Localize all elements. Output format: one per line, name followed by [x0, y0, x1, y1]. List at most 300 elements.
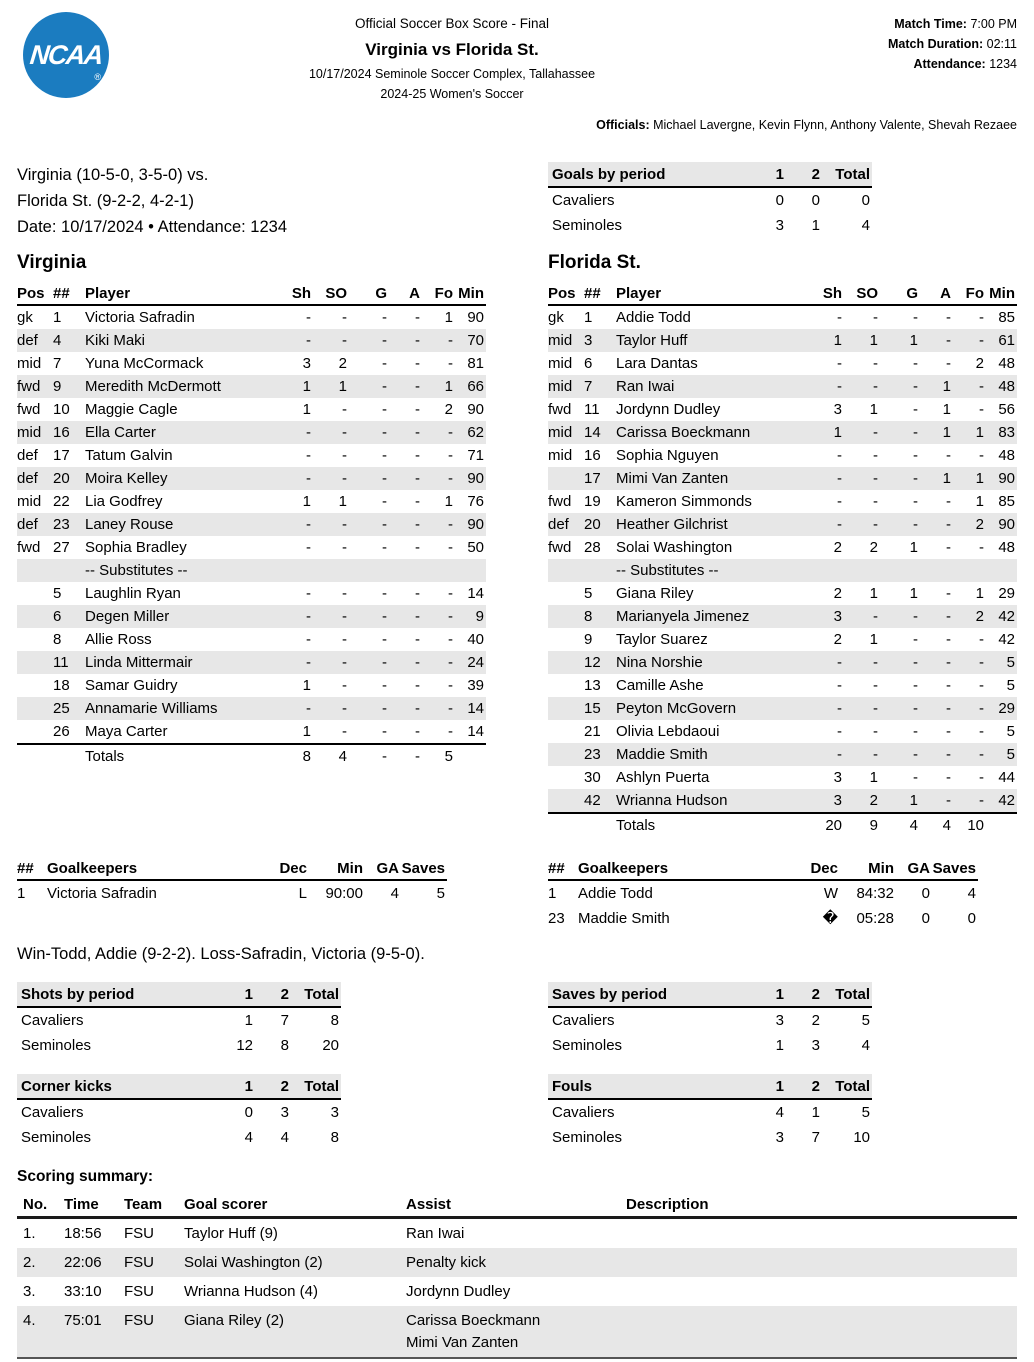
cell-stat: - [946, 769, 951, 787]
cell-stat: 50 [467, 539, 484, 557]
cell-stat: 1 [942, 401, 951, 419]
cell-goal-assist [406, 1248, 626, 1277]
cell-num: 23 [584, 743, 616, 766]
goal-row [17, 1306, 1017, 1358]
saves-by-period-wrap [548, 966, 1017, 1058]
cell-stat: - [946, 539, 951, 557]
player-row [548, 743, 1017, 766]
cell-goal-scorer: Taylor Huff (9) [184, 1225, 278, 1243]
cell-stat: - [806, 375, 844, 398]
cell-stat: 1 [880, 329, 920, 352]
cell-stat: - [349, 744, 389, 768]
cell-stat: 48 [998, 355, 1015, 373]
assist-line: Ran Iwai [406, 1225, 465, 1243]
gk-col-header: GA [365, 853, 401, 880]
cell-stat [986, 813, 1017, 837]
cell-num: 9 [53, 375, 85, 398]
gk-col-header: GA [896, 853, 932, 880]
cell-num: 6 [53, 605, 85, 628]
cell-pos: mid [17, 355, 42, 373]
cell-num: 17 [53, 447, 70, 465]
cell-player-name: Heather Gilchrist [616, 513, 806, 536]
cell-pos: def [17, 513, 53, 536]
cell-period-value: 8 [330, 1012, 339, 1030]
cell-stat: - [920, 651, 953, 674]
gk-header-row [548, 853, 978, 880]
cell-stat: - [306, 447, 311, 465]
cell-stat: - [415, 401, 420, 419]
cell-stat: 1 [880, 789, 920, 813]
match-time-row [737, 14, 1017, 34]
cell-num: 25 [53, 697, 85, 720]
cell-stat: 1 [920, 467, 953, 490]
cell-goal-no: 2. [17, 1248, 64, 1277]
cell-stat: - [389, 697, 422, 720]
player-row [548, 766, 1017, 789]
cell-stat: - [389, 467, 422, 490]
cell-num: 5 [53, 585, 62, 603]
attendance-label: Attendance: [913, 57, 986, 71]
gk-col-header: Min [309, 853, 365, 880]
cell-num: 26 [53, 723, 70, 741]
period-col-header: Total [822, 982, 872, 1007]
cell-period-value: 7 [280, 1012, 289, 1030]
cell-player-name: Degen Miller [85, 605, 275, 628]
date-attendance-line: Date: 10/17/2024 • Attendance: 1234 [17, 218, 287, 237]
cell-pos: fwd [548, 539, 572, 557]
cell-num: 21 [584, 723, 601, 741]
cell-period-value: 20 [322, 1037, 339, 1055]
cell-stat: - [313, 651, 349, 674]
cell-stat: - [448, 447, 453, 465]
cell-num: 1 [584, 309, 593, 327]
cell-period-value: 2 [811, 1012, 820, 1030]
cell-stat: - [313, 605, 349, 628]
match-duration-label: Match Duration: [888, 37, 984, 51]
cell-stat: - [837, 355, 842, 373]
team-a-record: Virginia (10-5-0, 3-5-0) vs. [17, 166, 209, 185]
cell-goal-description [626, 1248, 1017, 1277]
cell-stat: 2 [833, 585, 842, 603]
cell-num: 1 [53, 309, 62, 327]
cell-stat: - [873, 493, 878, 511]
cell-stat: - [946, 723, 951, 741]
gk-col-header: Dec [790, 853, 840, 880]
cell-stat: - [415, 447, 420, 465]
cell-num: 23 [548, 910, 565, 928]
cell-stat: - [979, 677, 984, 695]
cell-stat: 2 [833, 631, 842, 649]
cell-stat: - [415, 723, 420, 741]
cell-stat: - [920, 513, 953, 536]
floridast-section [548, 240, 1017, 837]
cell-stat: - [946, 631, 951, 649]
gk-col-header: ## [17, 853, 47, 880]
attendance-value: 1234 [989, 57, 1017, 71]
gk-col-header: Saves [932, 853, 978, 880]
registered-mark-icon: ® [94, 72, 101, 82]
cell-stat: 83 [986, 421, 1017, 444]
cell-stat: - [806, 467, 844, 490]
cell-stat: - [844, 421, 880, 444]
player-row [17, 444, 486, 467]
cell-stat: 71 [467, 447, 484, 465]
period-stat-row [548, 1033, 872, 1058]
cell-stat: - [382, 723, 387, 741]
cell-stat: - [275, 513, 313, 536]
virginia-goalkeepers-table [17, 853, 447, 906]
cell-stat: 5 [422, 744, 455, 768]
cell-stat: - [342, 677, 347, 695]
box-col-header: ## [53, 278, 85, 305]
cell-player-name: Allie Ross [85, 631, 152, 649]
cell-num: 13 [584, 677, 601, 695]
cell-stat: 1 [909, 539, 918, 557]
cell-stat: 44 [998, 769, 1015, 787]
player-row [548, 421, 1017, 444]
cell-pos [17, 651, 53, 674]
player-row [17, 305, 486, 329]
cell-stat: 1 [909, 585, 918, 603]
period-col-header: Total [291, 982, 341, 1007]
cell-stat: - [946, 309, 951, 327]
virginia-section [17, 240, 486, 837]
box-col-header: Min [455, 278, 486, 305]
cell-stat: 1 [313, 375, 349, 398]
cell-player-name: Sophia Bradley [85, 539, 187, 557]
cell-stat: 4 [880, 813, 920, 837]
period-stat-row [548, 1007, 872, 1033]
player-row [17, 513, 486, 536]
cell-pos [17, 628, 53, 651]
assist-line: Jordynn Dudley [406, 1283, 511, 1301]
cell-player-name: Lara Dantas [616, 355, 698, 373]
cell-period-value: 1 [244, 1012, 253, 1030]
cell-stat: 1 [869, 585, 878, 603]
win-loss-line: Win-Todd, Addie (9-2-2). Loss-Safradin, Victoria (9-5-0). [17, 945, 425, 964]
cell-team-label: Cavaliers [21, 1104, 84, 1122]
period-stat-row [17, 1007, 341, 1033]
player-row [17, 651, 486, 674]
cell-pos [548, 766, 584, 789]
virginia-goalkeepers-wrap [17, 837, 486, 931]
cell-pos: def [548, 513, 584, 536]
cell-num [584, 813, 616, 837]
cell-stat: 1 [920, 421, 953, 444]
summary-col-header: Assist [406, 1192, 626, 1218]
cell-stat: - [953, 743, 986, 766]
player-row [548, 674, 1017, 697]
cell-team-label: Seminoles [552, 217, 623, 235]
cell-stat: - [342, 723, 347, 741]
cell-pos [548, 697, 584, 720]
cell-stat: - [946, 355, 951, 373]
cell-period-value: 0 [861, 192, 870, 210]
gk-col-header: Saves [401, 853, 447, 880]
period-header-row [548, 162, 872, 187]
cell-stat: - [415, 585, 420, 603]
cell-goal-time: 18:56 [64, 1225, 102, 1243]
gk-col-header: Dec [259, 853, 309, 880]
summary-col-header: Time [64, 1192, 124, 1218]
cell-stat: 1 [869, 769, 878, 787]
goalkeeper-row [548, 906, 978, 931]
period-col-header: 2 [255, 982, 291, 1007]
cell-stat: 42 [998, 631, 1015, 649]
player-row [17, 582, 486, 605]
player-row [548, 444, 1017, 467]
cell-stat: - [415, 355, 420, 373]
goal-row [17, 1218, 1017, 1249]
cell-stat: 3 [302, 355, 311, 373]
cell-stat: - [979, 769, 984, 787]
cell-pos [548, 582, 584, 605]
cell-pos: mid [548, 355, 573, 373]
cell-stat: - [880, 651, 920, 674]
box-col-header: G [349, 278, 389, 305]
cell-stat: 81 [467, 355, 484, 373]
period-col-header: 1 [740, 162, 786, 187]
cell-stat: 90 [467, 401, 484, 419]
cell-period-value: 12 [236, 1037, 253, 1055]
cell-stat: 1 [302, 723, 311, 741]
cell-player-name: Maya Carter [85, 723, 168, 741]
summary-col-header: Goal scorer [184, 1192, 406, 1218]
summary-col-header: Description [626, 1192, 1017, 1218]
totals-row [17, 744, 486, 768]
cell-period-value: 3 [775, 1129, 784, 1147]
cell-pos [17, 582, 53, 605]
cell-stat: 1 [302, 493, 311, 511]
cell-num: 11 [53, 651, 85, 674]
box-col-header: A [920, 278, 953, 305]
matchup-title: Virginia vs Florida St. [365, 39, 539, 59]
cell-period-value: 3 [811, 1037, 820, 1055]
cell-player-name: Mimi Van Zanten [616, 467, 806, 490]
cell-player-name: Annamarie Williams [85, 697, 275, 720]
cell-num: 4 [53, 329, 85, 352]
cell-stat: - [422, 467, 455, 490]
cell-goal-assist [406, 1277, 626, 1306]
cell-num: 7 [584, 375, 616, 398]
cell-player-name: Nina Norshie [616, 651, 806, 674]
cell-goal-scorer: Wrianna Hudson (4) [184, 1283, 318, 1301]
cell-stat: 1 [953, 467, 986, 490]
goal-row [17, 1248, 1017, 1277]
match-info [737, 10, 1017, 74]
cell-stat: 85 [998, 309, 1015, 327]
season-line: 2024-25 Women's Soccer [380, 86, 524, 101]
cell-stat: 90 [455, 513, 486, 536]
cell-stat: - [920, 329, 953, 352]
cell-player-name: Kameron Simmonds [616, 493, 752, 511]
cell-stat: - [946, 677, 951, 695]
cell-period-value: 1 [811, 1104, 820, 1122]
cell-stat: - [844, 605, 880, 628]
cell-num: 11 [584, 401, 600, 419]
box-col-header: G [880, 278, 920, 305]
cell-goal-assist [406, 1218, 626, 1249]
cell-player-name: Victoria Safradin [85, 309, 195, 327]
cell-player-name: Samar Guidry [85, 677, 178, 695]
cell-period-value: 3 [775, 217, 784, 235]
player-row [548, 352, 1017, 375]
cell-stat: 9 [844, 813, 880, 837]
cell-stat: - [382, 539, 387, 557]
cell-pos [548, 720, 584, 743]
cell-stat: - [844, 375, 880, 398]
cell-num: 16 [53, 421, 85, 444]
cell-stat: - [382, 631, 387, 649]
cell-stat: - [844, 513, 880, 536]
player-row [17, 352, 486, 375]
assist-line: Mimi Van Zanten [406, 1334, 519, 1352]
cell-stat: - [275, 697, 313, 720]
cell-decision: W [823, 885, 838, 903]
period-table-title: Fouls [548, 1074, 740, 1099]
cell-stat: - [953, 651, 986, 674]
attendance-row [737, 54, 1017, 74]
player-row [17, 467, 486, 490]
cell-stat: - [275, 421, 313, 444]
cell-team-label: Cavaliers [21, 1012, 84, 1030]
cell-stat: 1 [422, 375, 455, 398]
box-col-header: A [389, 278, 422, 305]
cell-stat: 2 [833, 539, 842, 557]
cell-stat: - [837, 723, 842, 741]
player-row [548, 582, 1017, 605]
cell-num [53, 744, 85, 768]
cell-pos [17, 559, 53, 582]
scoring-summary-section [17, 1168, 1017, 1359]
cell-stat: - [953, 697, 986, 720]
period-col-header: Total [291, 1074, 341, 1099]
box-col-header: Min [986, 278, 1017, 305]
cell-period-value: 3 [280, 1104, 289, 1122]
cell-stat: - [349, 329, 389, 352]
goalkeeper-row [17, 880, 447, 906]
period-table-title: Saves by period [548, 982, 740, 1007]
cell-stat: - [837, 447, 842, 465]
box-col-header: SO [844, 278, 880, 305]
cell-stat: 39 [467, 677, 484, 695]
officials-line [17, 118, 1017, 132]
cell-period-value: 4 [861, 1037, 870, 1055]
cell-pos [548, 789, 584, 813]
cell-stat: 3 [806, 605, 844, 628]
cell-stat: 14 [455, 697, 486, 720]
cell-num: 16 [584, 447, 601, 465]
cell-player-name: Taylor Huff [616, 329, 806, 352]
cell-pos: mid [548, 421, 584, 444]
cell-stat: - [448, 585, 453, 603]
cell-player-name: Linda Mittermair [85, 651, 275, 674]
period-col-header: 1 [740, 1074, 786, 1099]
officials-names: Michael Lavergne, Kevin Flynn, Anthony Valente, Shevah Rezaee [653, 118, 1017, 133]
cell-pos: gk [548, 309, 564, 327]
player-row [17, 697, 486, 720]
cell-stat: - [979, 631, 984, 649]
cell-team-label: Seminoles [552, 1129, 623, 1147]
period-header-row [548, 982, 872, 1007]
cell-stat: - [382, 493, 387, 511]
floridast-goalkeepers-wrap [548, 837, 1017, 931]
cell-num: 20 [584, 513, 616, 536]
cell-stat: - [880, 697, 920, 720]
period-col-header: 2 [786, 162, 822, 187]
cell-pos [17, 697, 53, 720]
cell-pos: mid [17, 421, 53, 444]
cell-stat: - [920, 789, 953, 813]
summary-col-header: Team [124, 1192, 184, 1218]
cell-stat: - [422, 651, 455, 674]
cell-stat: 1 [920, 375, 953, 398]
cell-stat: - [946, 493, 951, 511]
cell-stat: - [415, 539, 420, 557]
cell-stat: - [342, 585, 347, 603]
cell-stat: 5 [1006, 677, 1015, 695]
cell-stat: 1 [869, 631, 878, 649]
cell-stat: 2 [953, 605, 986, 628]
substitutes-divider-row [17, 559, 486, 582]
cell-stat: 29 [986, 697, 1017, 720]
cell-num: 8 [584, 605, 616, 628]
cell-period-value: 1 [775, 1037, 784, 1055]
cell-stat: 1 [338, 493, 347, 511]
cell-goal-description [626, 1306, 1017, 1358]
cell-stat: - [953, 329, 986, 352]
box-col-header: Player [616, 278, 806, 305]
cell-stat: 2 [869, 539, 878, 557]
cell-stat: 48 [998, 447, 1015, 465]
cell-stat: - [913, 309, 918, 327]
cell-pos: fwd [548, 493, 572, 511]
cell-goal-team: FSU [124, 1306, 184, 1358]
cell-num [584, 559, 616, 582]
period-col-header: 2 [786, 982, 822, 1007]
cell-goal-team: FSU [124, 1248, 184, 1277]
cell-stat: - [920, 605, 953, 628]
cell-player-name: Kiki Maki [85, 329, 275, 352]
period-col-header: 1 [740, 982, 786, 1007]
cell-stat: - [275, 467, 313, 490]
box-col-header: Sh [806, 278, 844, 305]
cell-num: 30 [584, 769, 601, 787]
cell-stat: - [389, 651, 422, 674]
cell-stat: - [913, 631, 918, 649]
period-col-header: 1 [209, 1074, 255, 1099]
saves-by-period-table [548, 982, 872, 1058]
cell-stat: - [844, 651, 880, 674]
cell-stat: 56 [998, 401, 1015, 419]
period-col-header: 2 [786, 1074, 822, 1099]
cell-stat: 14 [467, 585, 484, 603]
cell-period-value: 8 [280, 1037, 289, 1055]
cell-stat: - [422, 697, 455, 720]
period-col-header: 2 [255, 1074, 291, 1099]
cell-pos [548, 674, 584, 697]
cell-stat: - [415, 493, 420, 511]
box-col-header: SO [313, 278, 349, 305]
player-row [548, 513, 1017, 536]
cell-stat: - [342, 539, 347, 557]
team-b-record: Florida St. (9-2-2, 4-2-1) [17, 192, 194, 211]
cell-stat: - [389, 421, 422, 444]
cell-stat: - [422, 329, 455, 352]
period-table-title: Corner kicks [17, 1074, 209, 1099]
player-row [548, 720, 1017, 743]
cell-stat: 1 [302, 677, 311, 695]
